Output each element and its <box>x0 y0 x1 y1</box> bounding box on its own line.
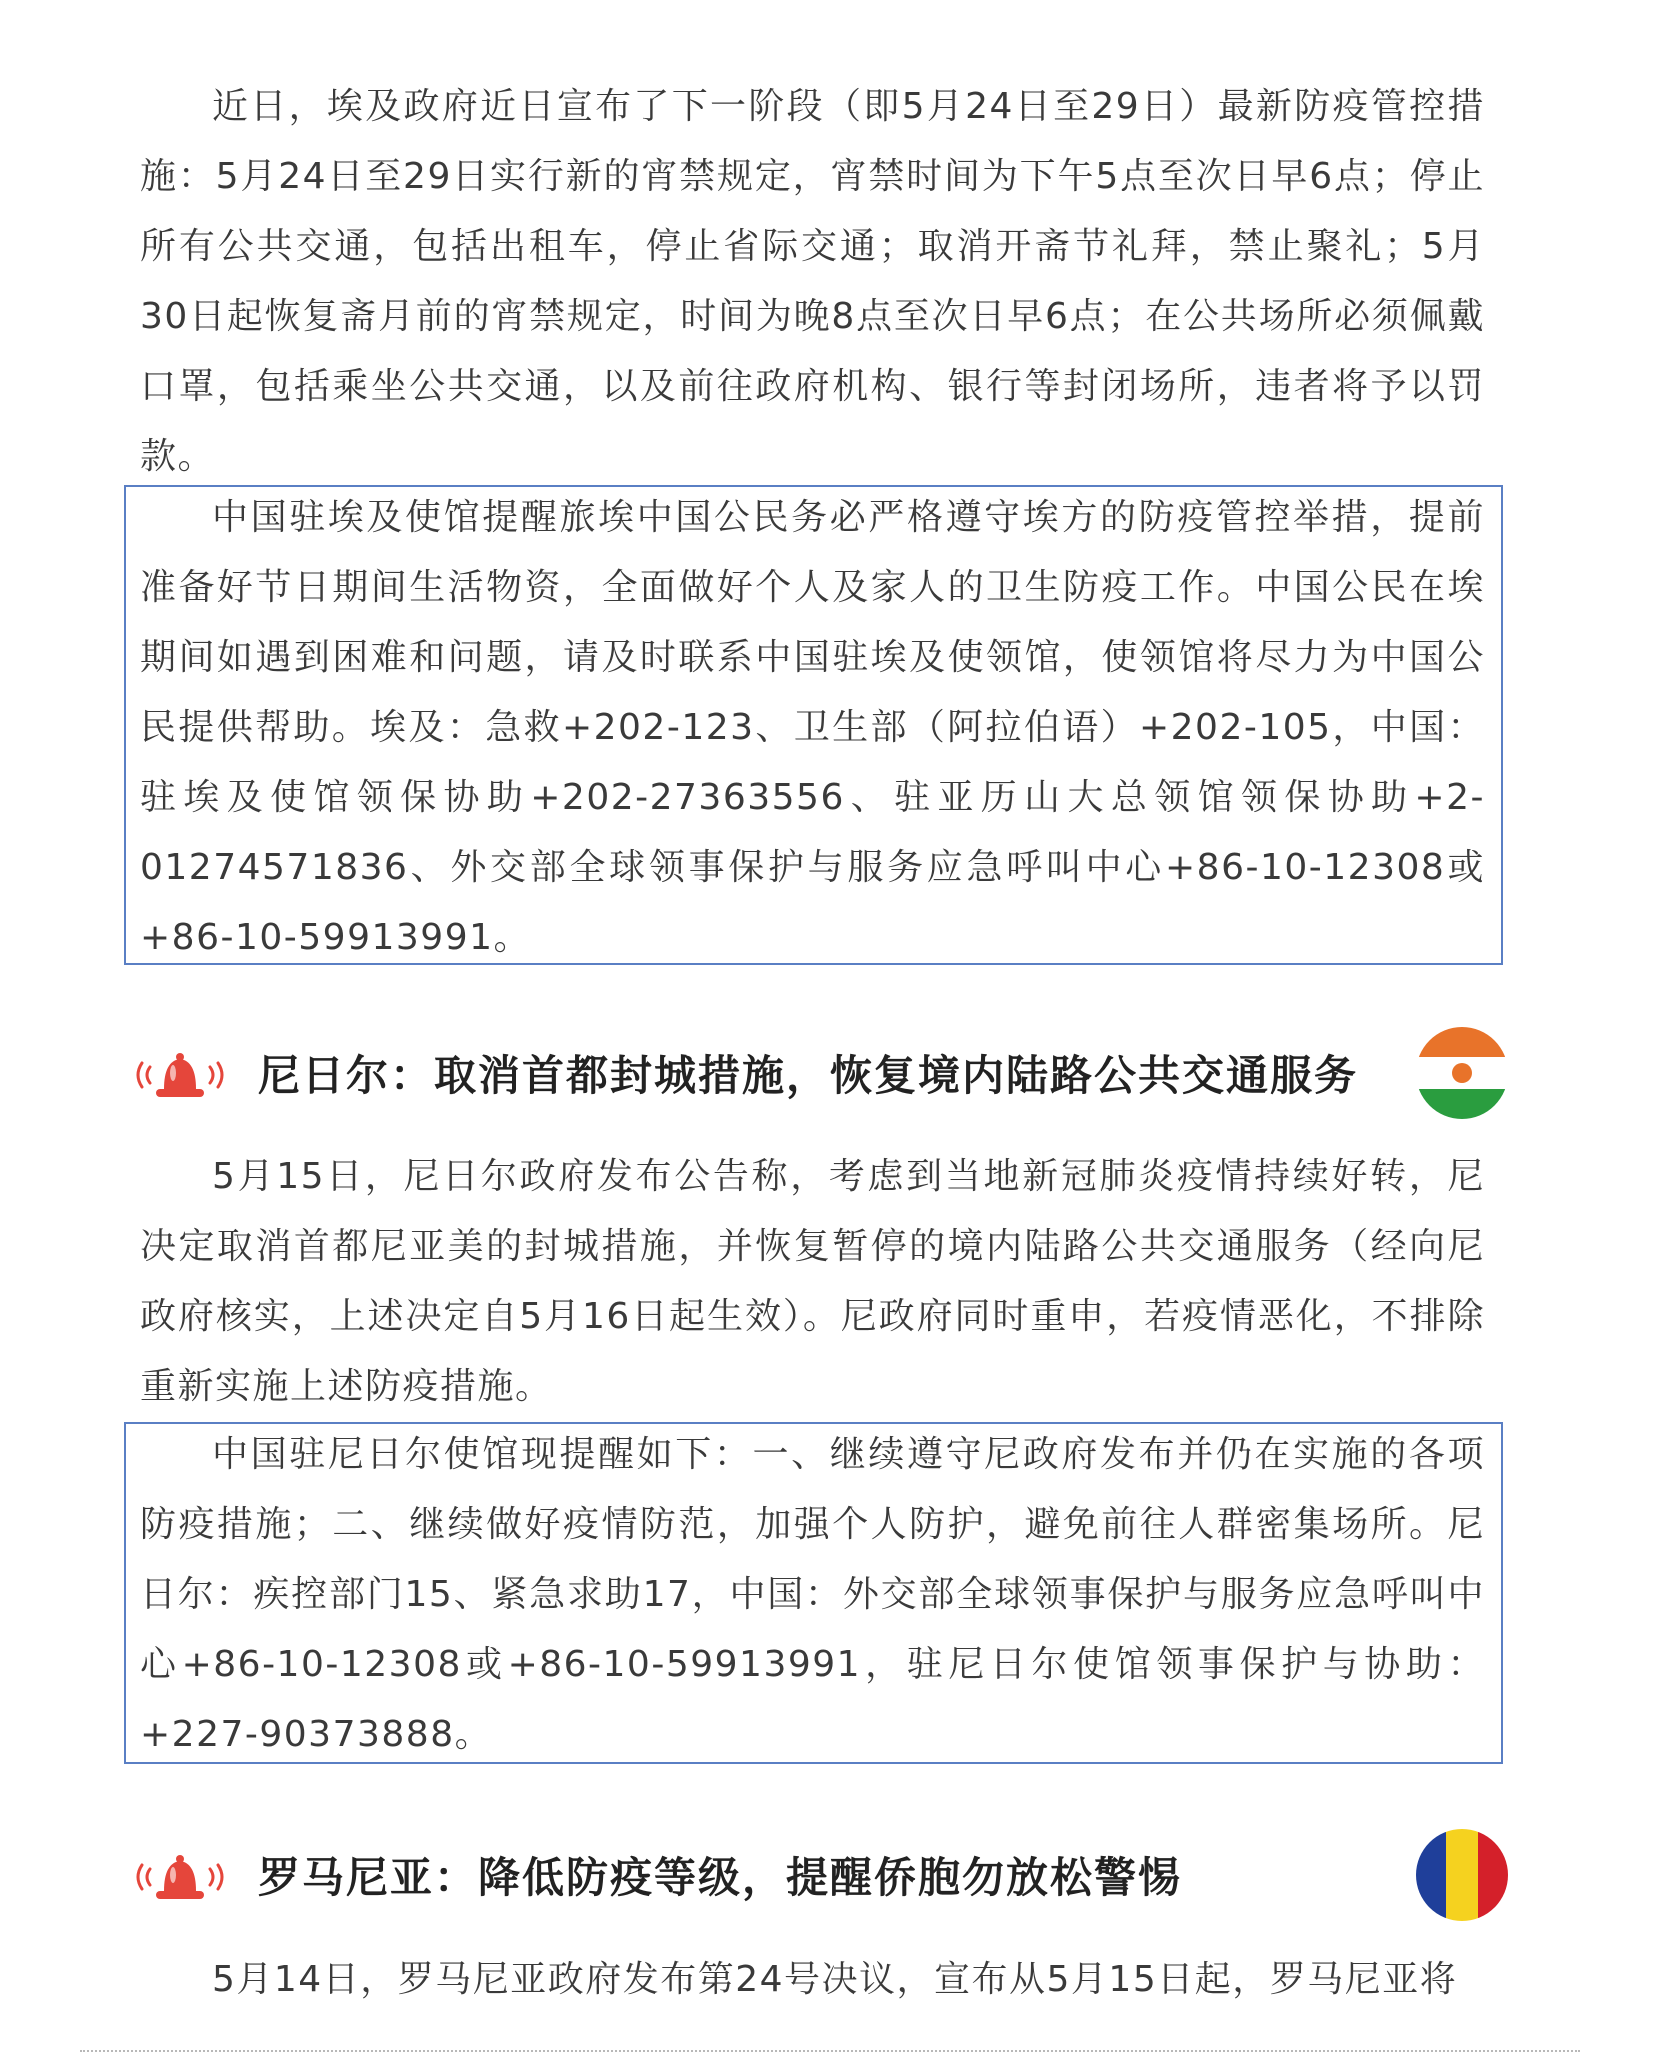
niger-flag-icon <box>1414 1025 1510 1121</box>
divider <box>80 2050 1580 2052</box>
alarm-bell-icon <box>130 1847 230 1907</box>
egypt-embassy-notice-box <box>124 485 1503 965</box>
romania-paragraph: 5月14日，罗马尼亚政府发布第24号决议，宣布从5月15日起，罗马尼亚将 <box>212 1959 1458 2000</box>
niger-embassy-notice-box <box>124 1422 1503 1764</box>
egypt-embassy-notice-text: 中国驻埃及使馆提醒旅埃中国公民务必严格遵守埃方的防疫管控举措，提前准备好节日期间生活物资，全面做好个人及家人的卫生防疫工作。中国公民在埃期间如遇到困难和问题，请及时联系中国驻埃及使领馆，使领馆将尽力为中国公民提供帮助。埃及：急救+202-123、卫生部（阿拉伯语）+202-105，中国：驻埃及使馆领保协助+202-27363556、驻亚历山大总领馆领保协助+2-01274571836、外交部全球领事保护与服务应急呼叫中心+86-10-12308或+86-10-59913991。 <box>140 497 1485 958</box>
alarm-bell-icon <box>130 1045 230 1105</box>
niger-paragraph: 5月15日，尼日尔政府发布公告称，考虑到当地新冠肺炎疫情持续好转，尼决定取消首都尼亚美的封城措施，并恢复暂停的境内陆路公共交通服务（经向尼政府核实，上述决定自5月16日起生效）。尼政府同时重申，若疫情恶化，不排除重新实施上述防疫措施。 <box>140 1156 1485 1407</box>
niger-section-heading <box>130 1025 1510 1125</box>
niger-heading-title: 尼日尔：取消首都封城措施，恢复境内陆路公共交通服务 <box>258 1051 1359 1100</box>
egypt-paragraph: 近日，埃及政府近日宣布了下一阶段（即5月24日至29日）最新防疫管控措施：5月24日至29日实行新的宵禁规定，宵禁时间为下午5点至次日早6点；停止所有公共交通，包括出租车，停止省际交通；取消开斋节礼拜，禁止聚礼；5月30日起恢复斋月前的宵禁规定，时间为晚8点至次日早6点；在公共场所必须佩戴口罩，包括乘坐公共交通，以及前往政府机构、银行等封闭场所，违者将予以罚款。 <box>140 86 1485 477</box>
romania-heading-title: 罗马尼亚：降低防疫等级，提醒侨胞勿放松警惕 <box>258 1853 1183 1902</box>
niger-embassy-notice-text: 中国驻尼日尔使馆现提醒如下：一、继续遵守尼政府发布并仍在实施的各项防疫措施；二、继续做好疫情防范，加强个人防护，避免前往人群密集场所。尼日尔：疾控部门15、紧急求助17，中国：外交部全球领事保护与服务应急呼叫中心+86-10-12308或+86-10-59913991，驻尼日尔使馆领事保护与协助：+227-90373888。 <box>140 1434 1485 1755</box>
romania-section-heading <box>130 1827 1510 1927</box>
romania-flag-icon <box>1414 1827 1510 1923</box>
